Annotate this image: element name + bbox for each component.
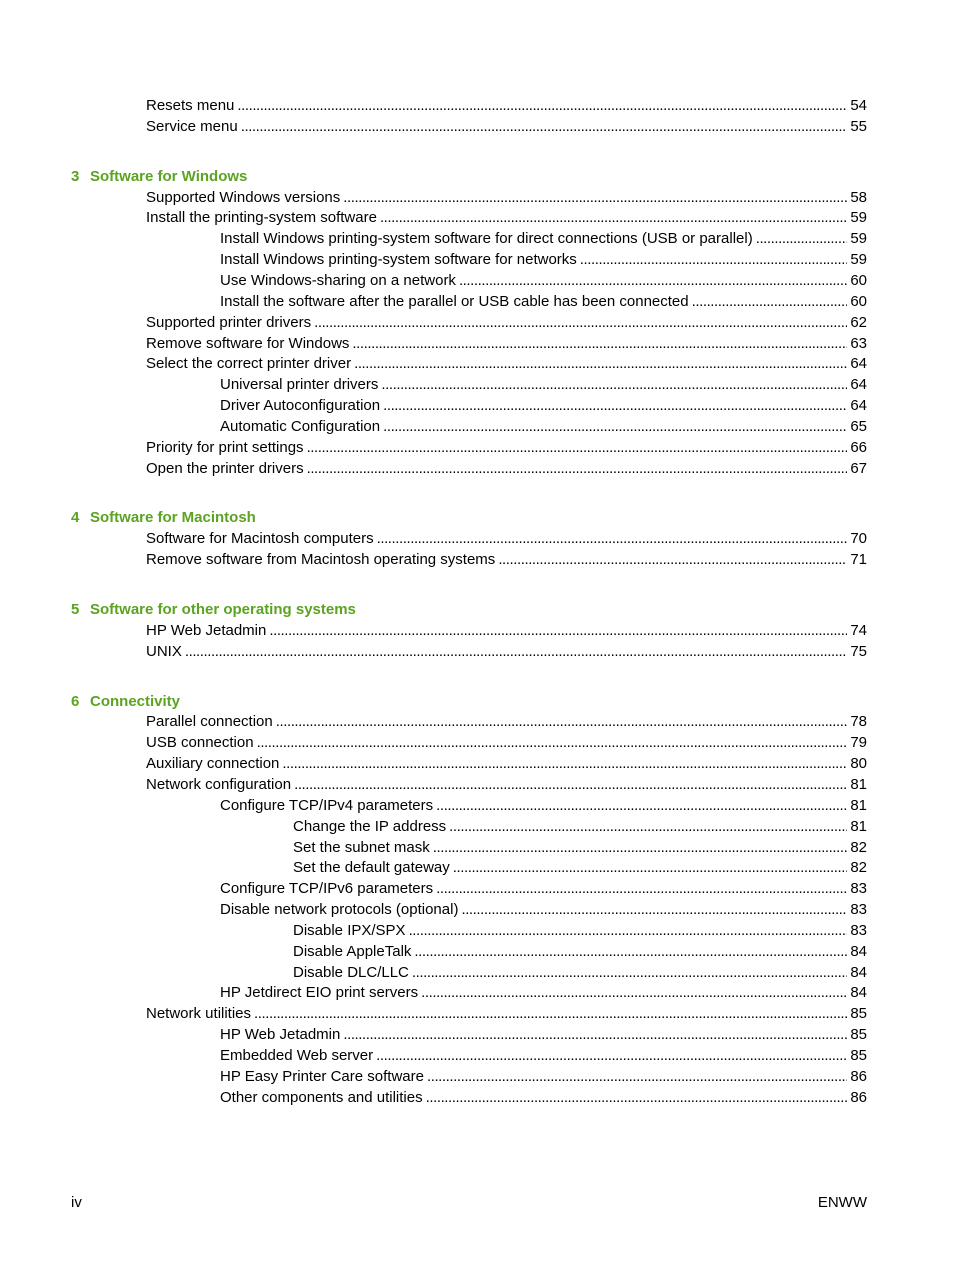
toc-entry[interactable]	[146, 753, 867, 774]
toc-entry[interactable]	[146, 458, 867, 479]
toc-entry-title: UNIX	[146, 641, 185, 662]
toc-entry[interactable]	[293, 920, 867, 941]
toc-entry[interactable]	[220, 1087, 867, 1108]
dot-leader	[433, 837, 848, 858]
toc-entry-title: Other components and utilities	[220, 1087, 426, 1108]
toc-entry-page: 70	[850, 530, 867, 548]
toc-entry-title: Select the correct printer driver	[146, 353, 354, 374]
toc-entry-title: Network utilities	[146, 1003, 254, 1024]
toc-entry[interactable]	[220, 395, 867, 416]
chapter-title: Software for Windows	[90, 167, 248, 185]
toc-entry-page: 66	[850, 438, 867, 456]
toc-entry-title: Change the IP address	[293, 816, 449, 837]
toc-entry[interactable]	[146, 207, 867, 228]
toc-entry-page: 55	[850, 117, 867, 135]
chapter-heading[interactable]	[71, 166, 247, 187]
toc-entry-title: Priority for print settings	[146, 437, 307, 458]
toc-entry-page: 85	[850, 1005, 867, 1023]
toc-entry[interactable]	[293, 816, 867, 837]
toc-entry-title: Remove software from Macintosh operating systems	[146, 549, 498, 570]
toc-entry[interactable]	[293, 962, 867, 983]
dot-leader	[580, 249, 848, 270]
toc-entry-page: 84	[850, 963, 867, 981]
footer-page-number: iv	[71, 1194, 82, 1211]
dot-leader	[343, 187, 847, 208]
toc-entry-page: 81	[850, 817, 867, 835]
toc-entry-page: 64	[850, 355, 867, 373]
toc-entry-title: Install Windows printing-system software for direct connections (USB or parallel)	[220, 228, 756, 249]
toc-entry-title: USB connection	[146, 732, 257, 753]
toc-entry-page: 74	[850, 621, 867, 639]
toc-entry-title: Supported printer drivers	[146, 312, 314, 333]
dot-leader	[692, 291, 848, 312]
toc-entry-title: Supported Windows versions	[146, 187, 343, 208]
dot-leader	[276, 711, 848, 732]
dot-leader	[381, 374, 847, 395]
toc-entry-page: 81	[850, 775, 867, 793]
chapter-title: Software for Macintosh	[90, 509, 256, 527]
toc-entry-title: Set the subnet mask	[293, 837, 433, 858]
toc-entry-title: Network configuration	[146, 774, 294, 795]
chapter-number: 6	[71, 692, 80, 710]
toc-entry-title: Disable AppleTalk	[293, 941, 414, 962]
dot-leader	[436, 795, 847, 816]
toc-entry[interactable]	[146, 711, 867, 732]
toc-entry-page: 62	[850, 313, 867, 331]
toc-entry-page: 63	[850, 334, 867, 352]
dot-leader	[427, 1066, 847, 1087]
toc-entry[interactable]	[220, 249, 867, 270]
dot-leader	[380, 207, 847, 228]
dot-leader	[307, 437, 848, 458]
toc-entry-title: Disable DLC/LLC	[293, 962, 412, 983]
toc-entry-page: 64	[850, 376, 867, 394]
toc-entry-page: 80	[850, 755, 867, 773]
toc-entry[interactable]	[146, 641, 867, 662]
dot-leader	[498, 549, 847, 570]
toc-entry[interactable]	[146, 95, 867, 116]
toc-entry-page: 64	[850, 397, 867, 415]
toc-entry-title: HP Web Jetadmin	[220, 1024, 343, 1045]
toc-entry-page: 84	[850, 942, 867, 960]
toc-entry-page: 83	[850, 901, 867, 919]
toc-entry-title: Auxiliary connection	[146, 753, 282, 774]
toc-entry[interactable]	[220, 228, 867, 249]
dot-leader	[449, 816, 847, 837]
dot-leader	[436, 878, 847, 899]
toc-entry-page: 78	[850, 713, 867, 731]
dot-leader	[453, 857, 848, 878]
toc-entry-page: 86	[850, 1088, 867, 1106]
toc-entry-title: Install the printing-system software	[146, 207, 380, 228]
toc-entry[interactable]	[220, 291, 867, 312]
toc-entry-page: 81	[850, 796, 867, 814]
toc-entry-title: Remove software for Windows	[146, 333, 352, 354]
toc-entry[interactable]	[220, 1045, 867, 1066]
toc-entry-page: 59	[850, 209, 867, 227]
toc-entry[interactable]	[146, 549, 867, 570]
toc-entry-page: 85	[850, 1026, 867, 1044]
toc-entry-title: Configure TCP/IPv6 parameters	[220, 878, 436, 899]
toc-entry[interactable]	[146, 437, 867, 458]
toc-entry-page: 82	[850, 838, 867, 856]
toc-entry-title: Set the default gateway	[293, 857, 453, 878]
chapter-heading[interactable]	[71, 507, 256, 528]
toc-entry[interactable]	[220, 1066, 867, 1087]
dot-leader	[185, 641, 847, 662]
dot-leader	[461, 899, 847, 920]
toc-entry-page: 71	[850, 551, 867, 569]
toc-entry-page: 83	[850, 921, 867, 939]
toc-entry-page: 58	[850, 188, 867, 206]
toc-entry[interactable]	[293, 837, 867, 858]
toc-entry[interactable]	[146, 333, 867, 354]
toc-entry-title: Universal printer drivers	[220, 374, 381, 395]
dot-leader	[282, 753, 847, 774]
chapter-heading[interactable]	[71, 691, 180, 712]
toc-entry[interactable]	[146, 732, 867, 753]
dot-leader	[237, 95, 847, 116]
toc-entry[interactable]	[220, 270, 867, 291]
footer-doc-code: ENWW	[817, 1194, 867, 1211]
toc-entry-page: 65	[850, 417, 867, 435]
toc-entry-title: Disable network protocols (optional)	[220, 899, 461, 920]
dot-leader	[269, 620, 847, 641]
toc-entry-page: 86	[850, 1067, 867, 1085]
toc-entry[interactable]	[146, 620, 867, 641]
toc-entry[interactable]	[220, 1024, 867, 1045]
toc-entry-title: HP Jetdirect EIO print servers	[220, 982, 421, 1003]
toc-entry[interactable]	[146, 116, 867, 137]
toc-entry-page: 84	[850, 984, 867, 1002]
toc-entry-page: 75	[850, 642, 867, 660]
dot-leader	[307, 458, 848, 479]
toc-entry-title: Embedded Web server	[220, 1045, 376, 1066]
toc-entry-title: Open the printer drivers	[146, 458, 307, 479]
toc-entry[interactable]	[293, 857, 867, 878]
dot-leader	[257, 732, 848, 753]
toc-entry-title: Disable IPX/SPX	[293, 920, 409, 941]
chapter-heading[interactable]	[71, 599, 356, 620]
toc-entry-title: Automatic Configuration	[220, 416, 383, 437]
dot-leader	[414, 941, 847, 962]
toc-entry[interactable]	[220, 416, 867, 437]
toc-entry-title: Resets menu	[146, 95, 237, 116]
toc-entry[interactable]	[220, 878, 867, 899]
dot-leader	[377, 528, 848, 549]
dot-leader	[294, 774, 847, 795]
dot-leader	[459, 270, 847, 291]
toc-entry-title: HP Easy Printer Care software	[220, 1066, 427, 1087]
toc-entry-title: Install Windows printing-system software for networks	[220, 249, 580, 270]
dot-leader	[352, 333, 847, 354]
toc-entry-page: 85	[850, 1047, 867, 1064]
toc-entry-page: 83	[850, 880, 867, 898]
toc-entry[interactable]	[220, 374, 867, 395]
chapter-title: Software for other operating systems	[90, 601, 356, 618]
dot-leader	[412, 962, 847, 983]
toc-entry[interactable]	[146, 1003, 867, 1024]
toc-entry-page: 59	[850, 230, 867, 248]
toc-entry-title: Software for Macintosh computers	[146, 528, 377, 549]
dot-leader	[314, 312, 847, 333]
toc-entry[interactable]	[293, 941, 867, 962]
dot-leader	[409, 920, 848, 941]
chapter-number: 3	[71, 167, 80, 185]
dot-leader	[354, 353, 847, 374]
toc-entry-page: 79	[850, 734, 867, 752]
toc-entry[interactable]	[146, 312, 867, 333]
dot-leader	[383, 395, 847, 416]
toc-entry-title: Use Windows-sharing on a network	[220, 270, 459, 291]
toc-entry[interactable]	[146, 528, 867, 549]
dot-leader	[421, 982, 847, 1003]
toc-entry-title: HP Web Jetadmin	[146, 620, 269, 641]
dot-leader	[426, 1087, 848, 1108]
toc-entry-title: Install the software after the parallel or USB cable has been connected	[220, 291, 692, 312]
toc-entry[interactable]	[146, 353, 867, 374]
toc-entry[interactable]	[220, 899, 867, 920]
toc-entry[interactable]	[220, 982, 867, 1003]
dot-leader	[383, 416, 847, 437]
dot-leader	[254, 1003, 847, 1024]
dot-leader	[756, 228, 848, 249]
dot-leader	[343, 1024, 847, 1045]
toc-entry-page: 82	[850, 859, 867, 877]
toc-entry-page: 59	[850, 251, 867, 269]
toc-entry-page: 60	[850, 271, 867, 289]
dot-leader	[376, 1045, 847, 1066]
toc-entry-title: Service menu	[146, 116, 241, 137]
toc-entry-title: Configure TCP/IPv4 parameters	[220, 795, 436, 816]
toc-entry[interactable]	[146, 187, 867, 208]
toc-entry-page: 60	[850, 292, 867, 310]
chapter-number: 5	[71, 601, 80, 618]
toc-entry[interactable]	[220, 795, 867, 816]
chapter-title: Connectivity	[90, 692, 181, 710]
toc-entry-title: Parallel connection	[146, 711, 276, 732]
toc-entry-page: 67	[850, 459, 867, 477]
toc-entry-page: 54	[850, 97, 867, 114]
toc-entry[interactable]	[146, 774, 867, 795]
dot-leader	[241, 116, 848, 137]
chapter-number: 4	[71, 509, 80, 527]
toc-entry-title: Driver Autoconfiguration	[220, 395, 383, 416]
